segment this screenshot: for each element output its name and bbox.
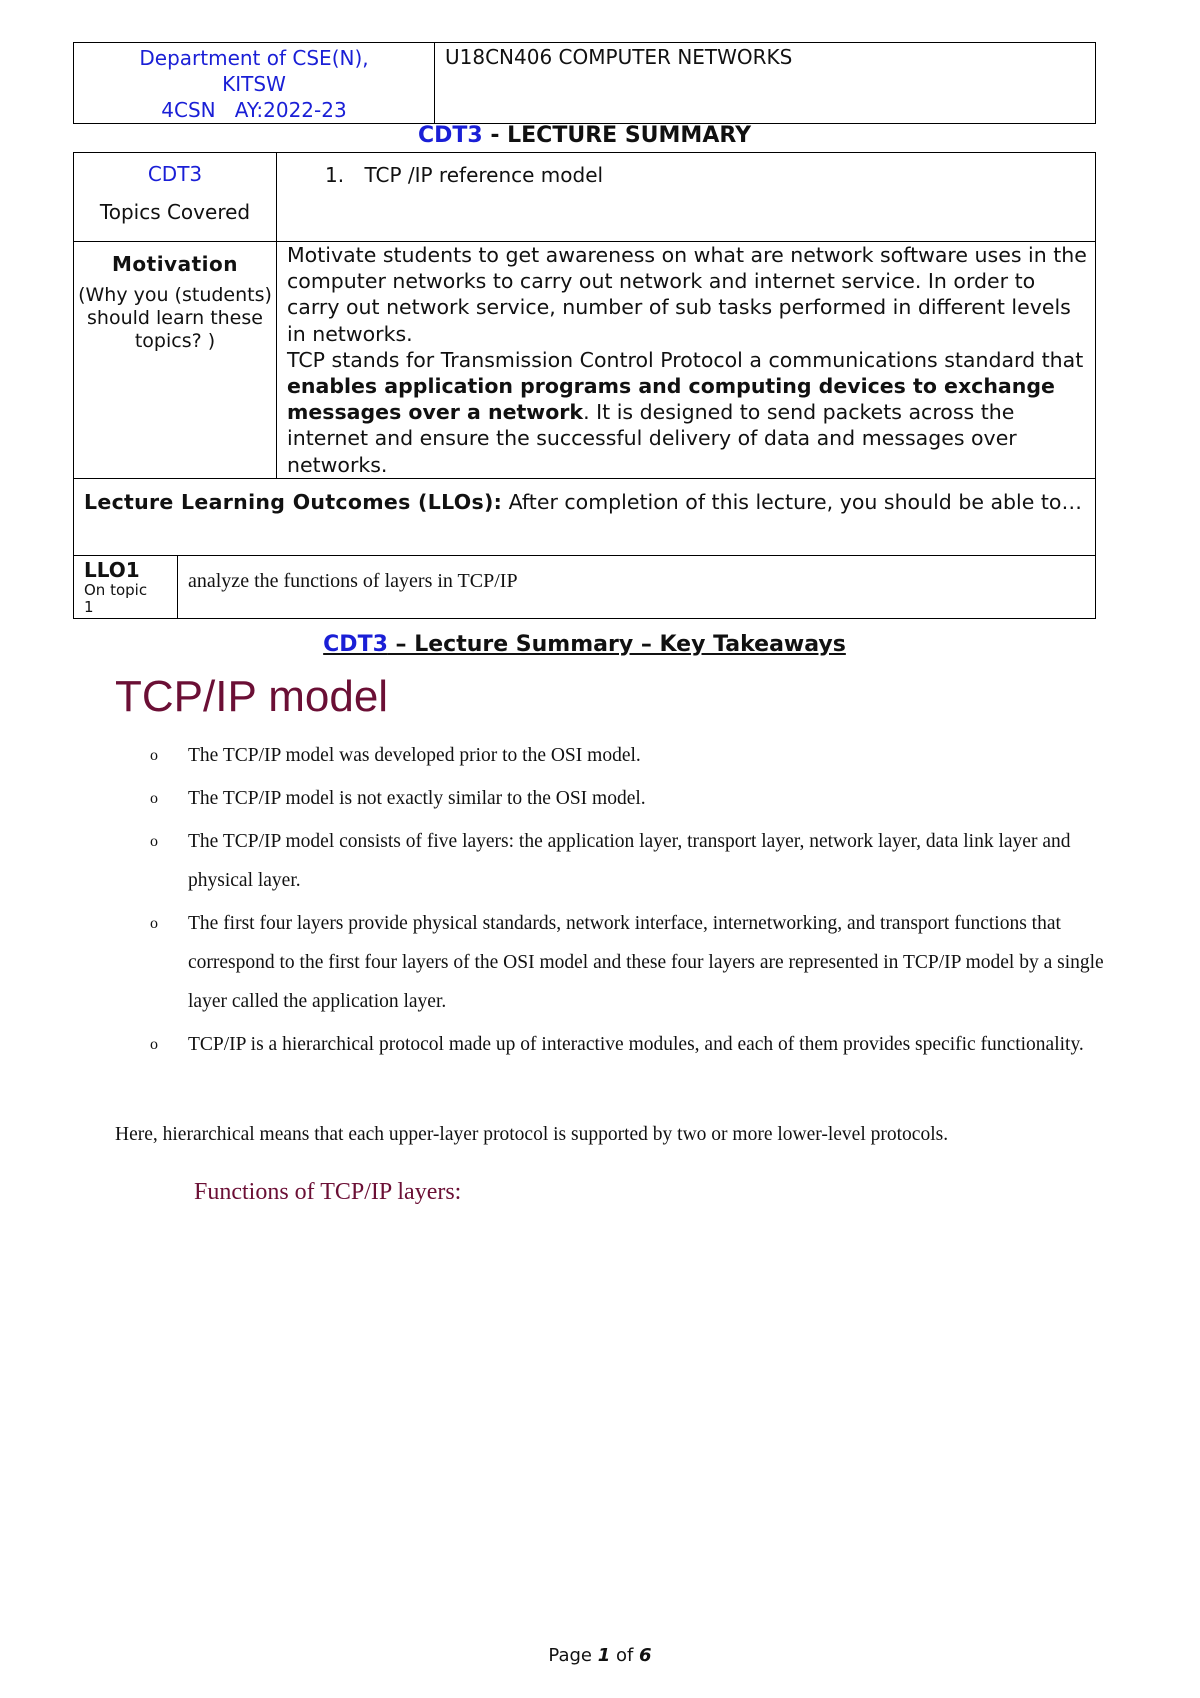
- llo-heading: [74, 478, 1096, 555]
- bullet-text: TCP/IP is a hierarchical protocol made up of interactive modules, and each of them provides specific functionality.: [188, 1034, 1084, 1055]
- topics-code: CDT3: [147, 162, 203, 186]
- motivation-row: [74, 242, 1096, 479]
- topic-number: 1.: [325, 163, 345, 187]
- list-item: [150, 1025, 1120, 1064]
- page-number: 1: [597, 1645, 611, 1666]
- motivation-text-normal: TCP stands for Transmission Control Protocol a communications standard that: [287, 347, 1084, 372]
- motivation-text-bold: enables application programs and computing devices to exchange messages over a network: [287, 374, 1055, 425]
- bullet-marker: o: [150, 1036, 158, 1053]
- bullet-text: The TCP/IP model is not exactly similar to the OSI model.: [188, 788, 646, 809]
- llo-inner-table: [74, 556, 1095, 618]
- motivation-subtitle: (Why you (students) should learn these topics? ): [78, 284, 272, 352]
- topics-content-cell: [277, 153, 1096, 242]
- list-item: [150, 736, 1120, 775]
- bullet-list: [150, 736, 1120, 1068]
- summary-table: [73, 152, 1096, 619]
- motivation-paragraph-1: Motivate students to get awareness on what are network software uses in the computer networks to carry out network and internet service. In order to carry out network service, number of sub tasks performed in different levels in networks.: [287, 243, 1087, 346]
- llo-text: analyze the functions of layers in TCP/IP: [188, 569, 518, 592]
- hierarchical-note: Here, hierarchical means that each upper-layer protocol is supported by two or more lower-level protocols.: [115, 1124, 949, 1145]
- llo-heading-bold: Lecture Learning Outcomes (LLOs):: [84, 489, 503, 514]
- motivation-label-cell: [74, 242, 277, 479]
- bullet-text: The TCP/IP model was developed prior to the OSI model.: [188, 745, 641, 766]
- topic-item: TCP /IP reference model: [364, 163, 604, 187]
- topics-label: Topics Covered: [99, 200, 251, 224]
- course-title: U18CN406 COMPUTER NETWORKS: [435, 43, 1096, 124]
- lecture-code: CDT3: [417, 123, 483, 148]
- lecture-summary-label: - LECTURE SUMMARY: [482, 123, 752, 148]
- key-takeaways-code: CDT3: [323, 632, 388, 657]
- bullet-marker: o: [150, 915, 158, 932]
- key-takeaways-title: [73, 632, 1096, 657]
- department-name: Department of CSE(N),: [139, 46, 369, 70]
- motivation-text: [277, 242, 1096, 479]
- functions-heading: Functions of TCP/IP layers:: [194, 1179, 462, 1205]
- llo-row-cell: [74, 555, 1096, 618]
- motivation-title: Motivation: [112, 252, 238, 276]
- bullet-marker: o: [150, 833, 158, 850]
- list-item: [150, 779, 1120, 818]
- class-year: 4CSN AY:2022-23: [161, 98, 347, 122]
- page-footer: [0, 1645, 1200, 1666]
- llo-id-cell: [74, 556, 178, 618]
- footer-middle: of: [610, 1645, 640, 1666]
- list-item: [150, 904, 1120, 1021]
- footer-prefix: Page: [548, 1645, 598, 1666]
- bullet-text: The first four layers provide physical standards, network interface, internetworking, and transport functions that correspond to the first four layers of the OSI model and these four layers are represented in TCP/IP model by a single layer called the application layer.: [188, 913, 1104, 1012]
- llo-topic-line1: On topic: [84, 580, 148, 599]
- llo-topic-line2: 1: [84, 597, 94, 616]
- bullet-marker: o: [150, 790, 158, 807]
- page-total: 6: [639, 1645, 652, 1666]
- motivation-text-end: . It is designed to send packets across the internet and ensure the successful delivery of data and messages over networks.: [287, 400, 1017, 477]
- motivation-paragraph-2: [287, 347, 1089, 478]
- llo-heading-text: After completion of this lecture, you should be able to…: [502, 489, 1082, 514]
- llo-row: [74, 555, 1096, 618]
- list-item: [150, 822, 1120, 900]
- llo-heading-row: [74, 478, 1096, 555]
- topics-label-cell: [74, 153, 277, 242]
- department-cell: [74, 43, 435, 124]
- bullet-marker: o: [150, 747, 158, 764]
- topics-row: [74, 153, 1096, 242]
- bullet-text: The TCP/IP model consists of five layers: the application layer, transport layer, network layer, data link layer and physical layer.: [188, 831, 1071, 891]
- key-takeaways-label: – Lecture Summary – Key Takeaways: [387, 632, 846, 657]
- header-table: [73, 42, 1096, 124]
- llo-id: LLO1: [84, 557, 140, 582]
- lecture-summary-title: [73, 123, 1096, 148]
- section-heading: TCP/IP model: [115, 672, 389, 721]
- institute-name: KITSW: [222, 72, 286, 96]
